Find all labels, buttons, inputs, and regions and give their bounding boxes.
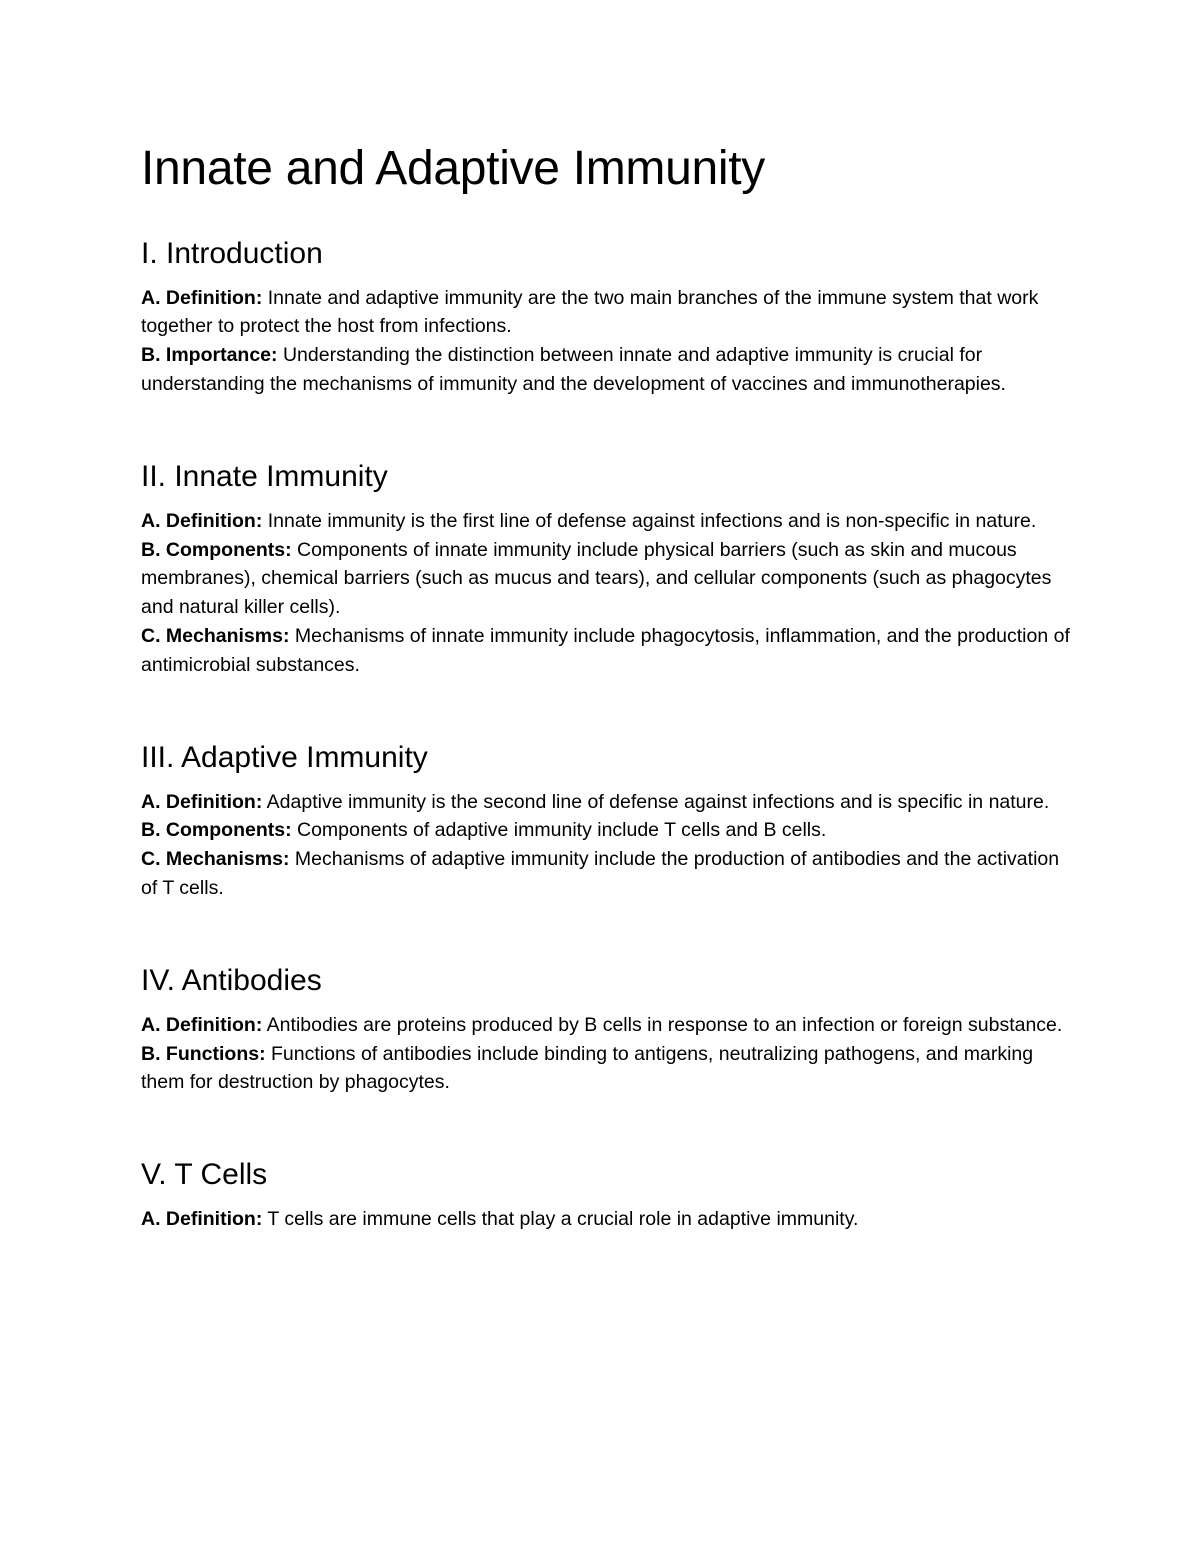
item-text: Components of adaptive immunity include T cells and B cells. xyxy=(297,819,827,842)
item-text: Innate immunity is the first line of defense against infections and is non-specific in nature. xyxy=(267,509,1037,532)
section-item xyxy=(141,341,1071,399)
section-item xyxy=(141,788,1071,817)
item-text: Mechanisms of innate immunity include phagocytosis, inflammation, and the production of antimicrobial substances. xyxy=(141,624,1070,676)
section-item xyxy=(141,1011,1071,1040)
section-item xyxy=(141,845,1071,903)
item-text: Mechanisms of adaptive immunity include the production of antibodies and the activation of T cells. xyxy=(141,848,1060,899)
document-page xyxy=(141,140,1071,1294)
section-heading: II. Innate Immunity xyxy=(141,459,388,493)
item-label: A. Definition: xyxy=(141,509,263,532)
section-item xyxy=(141,507,1071,536)
item-text: Functions of antibodies include binding to antigens, neutralizing pathogens, and marking them for destruction by phagocytes. xyxy=(141,1042,1034,1094)
item-label: B. Functions: xyxy=(141,1042,266,1065)
item-text: T cells are immune cells that play a crucial role in adaptive immunity. xyxy=(267,1208,859,1231)
section-t-cells xyxy=(141,1157,1071,1234)
document-title: Innate and Adaptive Immunity xyxy=(141,142,765,195)
item-label: A. Definition: xyxy=(141,1208,263,1231)
item-label: B. Components: xyxy=(141,538,292,561)
section-introduction xyxy=(141,236,1071,399)
item-text: Innate and adaptive immunity are the two main branches of the immune system that work together to protect the host from infections. xyxy=(141,286,1039,338)
item-label: A. Definition: xyxy=(141,286,263,309)
item-label: A. Definition: xyxy=(141,1013,263,1036)
section-heading: V. T Cells xyxy=(141,1158,268,1192)
section-item xyxy=(141,622,1071,680)
item-label: C. Mechanisms: xyxy=(141,848,290,871)
item-text: Antibodies are proteins produced by B cells in response to an infection or foreign substance. xyxy=(266,1013,1063,1036)
section-heading: III. Adaptive Immunity xyxy=(141,740,428,774)
item-label: B. Components: xyxy=(141,819,292,842)
section-item xyxy=(141,816,1071,845)
item-label: C. Mechanisms: xyxy=(141,624,290,647)
section-item xyxy=(141,284,1071,342)
item-label: A. Definition: xyxy=(141,790,263,813)
section-antibodies xyxy=(141,963,1071,1097)
section-adaptive-immunity xyxy=(141,740,1071,903)
item-text: Understanding the distinction between innate and adaptive immunity is crucial for understanding the mechanisms of immunity and the development of vaccines and immunotherapies. xyxy=(141,344,1006,395)
section-item xyxy=(141,1205,1071,1234)
item-text: Components of innate immunity include physical barriers (such as skin and mucous membranes), chemical barriers (such as mucus and tears), and cellular components (such as phagocytes and natural killer cells). xyxy=(141,538,1052,619)
section-heading: I. Introduction xyxy=(141,236,323,270)
item-label: B. Importance: xyxy=(141,344,278,367)
section-item xyxy=(141,1040,1071,1098)
item-text: Adaptive immunity is the second line of defense against infections and is specific in nature. xyxy=(266,790,1050,813)
section-item xyxy=(141,536,1071,622)
section-heading: IV. Antibodies xyxy=(141,963,322,997)
section-innate-immunity xyxy=(141,459,1071,680)
